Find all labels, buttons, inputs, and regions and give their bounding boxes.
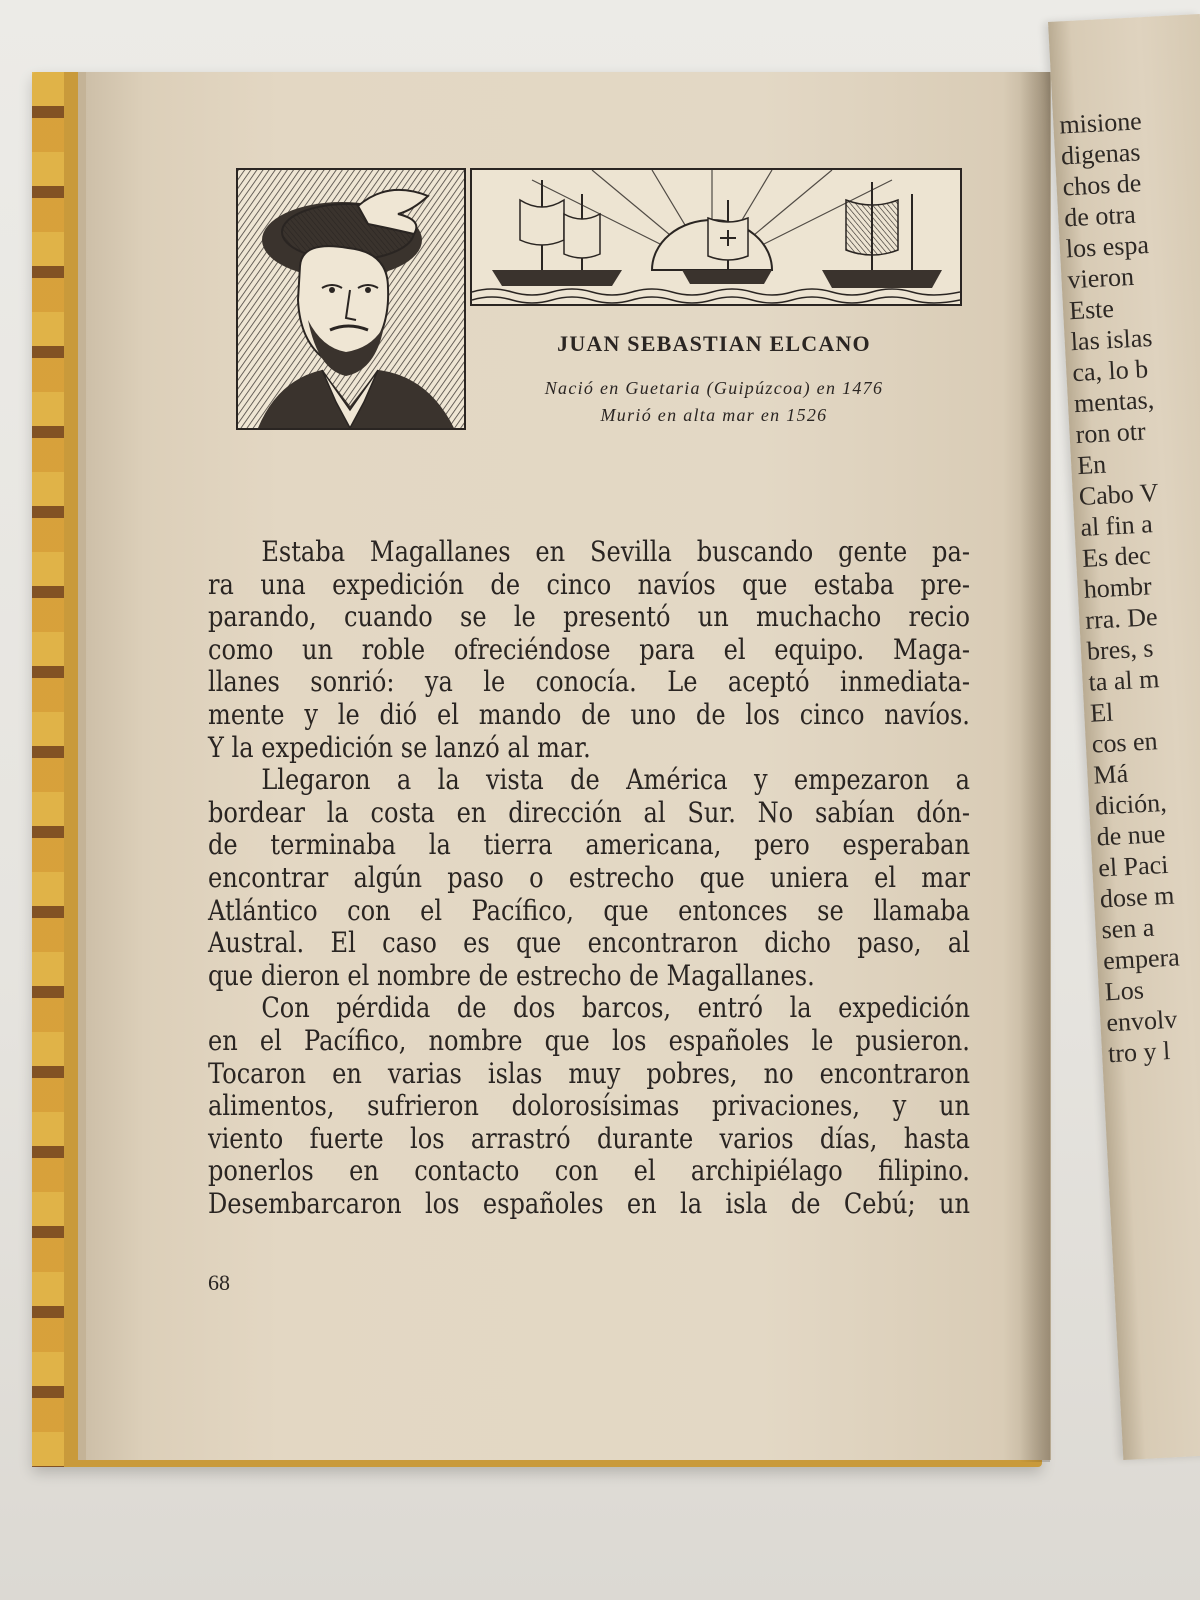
right-line: de otra xyxy=(1063,199,1137,233)
biography-title: JUAN SEBASTIAN ELCANO xyxy=(557,331,871,356)
ships-illustration xyxy=(472,170,960,304)
right-line: los espa xyxy=(1065,230,1150,264)
text-line: viento fuerte los arrastró durante varios días, hasta xyxy=(208,1121,970,1155)
right-line: mentas, xyxy=(1073,384,1155,419)
portrait-illustration xyxy=(238,170,464,428)
text-line: Y la expedición se lanzó al mar. xyxy=(208,730,591,764)
gutter-shadow xyxy=(1020,72,1050,1462)
text-line: llanes sonrió: ya le conocía. Le aceptó inmediata- xyxy=(208,665,970,699)
portrait-engraving xyxy=(236,168,466,430)
right-line: Cabo V xyxy=(1078,477,1160,512)
text-line: Desembarcaron los españoles en la isla de Cebú; un xyxy=(208,1186,970,1220)
book-spine xyxy=(32,72,64,1467)
right-line: Los xyxy=(1104,975,1145,1007)
right-line: tro y l xyxy=(1107,1036,1171,1069)
right-line: dose m xyxy=(1099,880,1176,914)
text-line: ponerlos en contacto con el archipiélago filipino. xyxy=(208,1154,970,1188)
text-line: Con pérdida de dos barcos, entró la expedición xyxy=(261,991,970,1025)
right-line: hombr xyxy=(1082,571,1153,604)
death-line: Murió en alta mar en 1526 xyxy=(600,405,828,425)
right-line: al fin a xyxy=(1079,509,1154,542)
body-text xyxy=(208,536,970,1220)
ships-engraving xyxy=(470,168,962,306)
text-line: como un roble ofreciéndose para el equipo. Maga- xyxy=(208,632,970,666)
right-line: digenas xyxy=(1060,137,1142,171)
text-line: Tocaron en varias islas muy pobres, no encontraron xyxy=(208,1056,970,1090)
text-line: Llegaron a la vista de América y empezaron a xyxy=(261,763,970,797)
text-line: Atlántico con el Pacífico, que entonces se llamaba xyxy=(208,893,970,927)
text-line: Austral. El caso es que encontraron dicho paso, al xyxy=(208,926,970,960)
right-line: En xyxy=(1076,449,1107,481)
right-line: Es dec xyxy=(1081,540,1152,573)
right-line: Má xyxy=(1092,758,1129,790)
birth-line: Nació en Guetaria (Guipúzcoa) en 1476 xyxy=(544,378,884,398)
right-line: sen a xyxy=(1100,912,1155,945)
right-line: ta al m xyxy=(1087,664,1161,697)
text-line: encontrar algún paso o estrecho que uniera el mar xyxy=(208,860,970,894)
right-line: chos de xyxy=(1061,168,1143,202)
text-line: alimentos, sufrieron dolorosísimas privaciones, y un xyxy=(208,1089,970,1123)
right-line: empera xyxy=(1102,942,1181,976)
page-number: 68 xyxy=(208,1270,230,1295)
right-line: ron otr xyxy=(1074,416,1147,450)
right-line: Este xyxy=(1068,293,1115,326)
text-line: ra una expedición de cinco navíos que estaba pre- xyxy=(208,567,970,601)
right-line: de nue xyxy=(1095,818,1166,852)
right-line: bres, s xyxy=(1086,633,1155,666)
text-line: bordear la costa en dirección al Sur. No sabían dón- xyxy=(208,795,970,829)
right-line: rra. De xyxy=(1084,602,1159,635)
text-line: parando, cuando se le presentó un muchacho recio xyxy=(208,600,970,634)
text-line: Estaba Magallanes en Sevilla buscando gente pa- xyxy=(261,535,970,568)
right-line: las islas xyxy=(1070,322,1154,357)
right-line: ca, lo b xyxy=(1071,354,1149,388)
text-line: mente y le dió el mando de uno de los cinco navíos. xyxy=(208,697,970,731)
right-line: misione xyxy=(1058,106,1143,140)
right-line: envolv xyxy=(1105,1004,1178,1038)
right-line: vieron xyxy=(1066,261,1135,295)
right-line: dición, xyxy=(1094,787,1168,821)
right-line: cos en xyxy=(1091,726,1159,759)
right-line: el Paci xyxy=(1097,849,1170,883)
text-line: de terminaba la tierra americana, pero esperaban xyxy=(208,828,970,862)
text-line: que dieron el nombre de estrecho de Magallanes. xyxy=(208,958,815,992)
text-line: en el Pacífico, nombre que los españoles le pusieron. xyxy=(208,1023,970,1057)
right-line: El xyxy=(1089,697,1115,728)
